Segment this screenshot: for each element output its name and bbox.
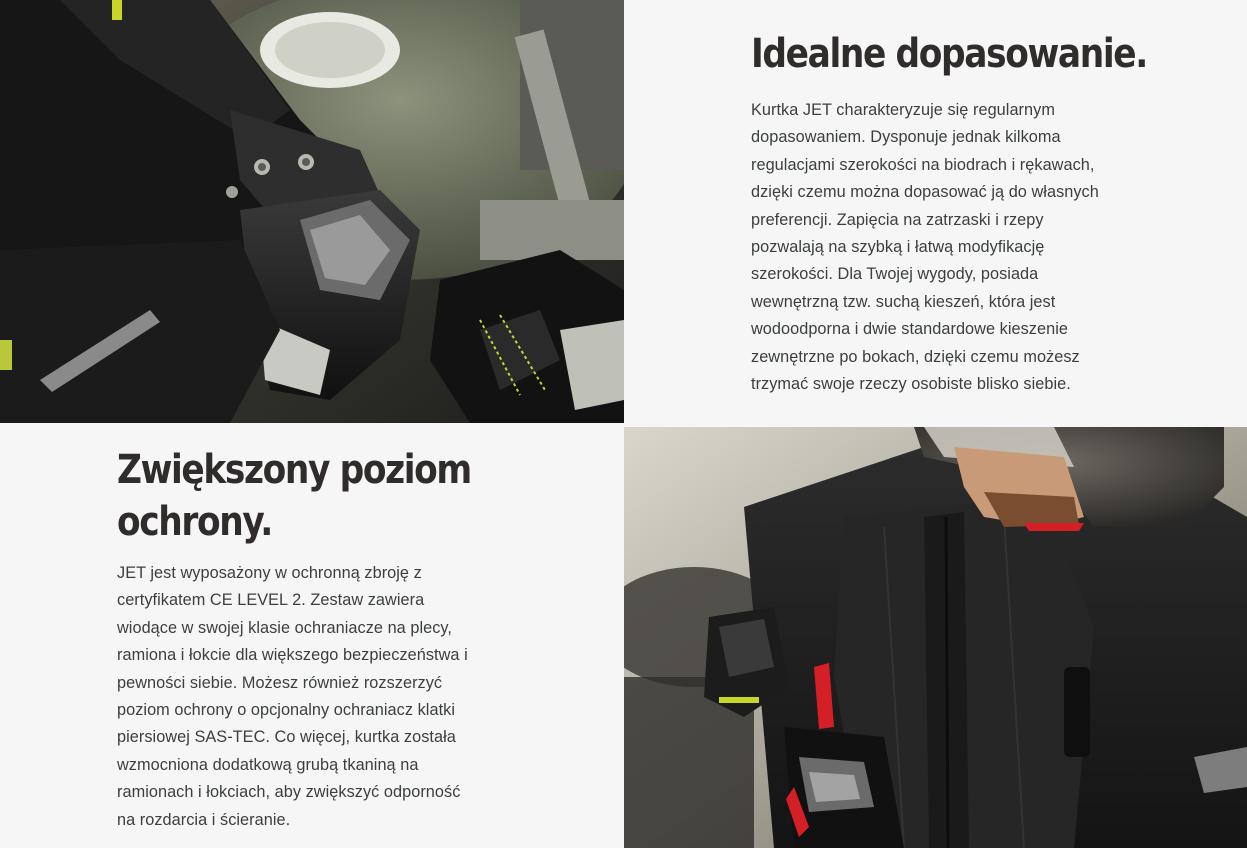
- text-line: wodoodporna i dwie standardowe kieszenie: [751, 320, 1068, 339]
- text-line: poziom ochrony o opcjonalny ochraniacz klatki: [117, 701, 456, 720]
- text-line: wewnętrzną tzw. suchą kieszeń, która jest: [751, 292, 1056, 311]
- text-line: piersiowej SAS-TEC. Co więcej, kurtka została: [117, 728, 456, 747]
- text-line: ramionach i łokciach, aby zwiększyć odporność: [117, 783, 461, 802]
- heading-line: Zwiększony poziom: [117, 447, 471, 493]
- section-protection-heading: [117, 444, 471, 548]
- text-line: preferencji. Zapięcia na zatrzaski i rzepy: [751, 210, 1044, 229]
- heading-line: ochrony.: [117, 499, 272, 545]
- rider-in-helmet-opening-jacket-photo: [624, 427, 1247, 848]
- text-line: na rozdarcia i ścieranie.: [117, 810, 291, 829]
- text-line: JET jest wyposażony w ochronną zbroję z: [117, 564, 422, 582]
- text-line: wiodące w swojej klasie ochraniacze na plecy,: [117, 618, 452, 637]
- section-fit: [751, 28, 1171, 398]
- text-line: regulacjami szerokości na biodrach i rękawach,: [751, 155, 1095, 174]
- text-line: wzmocniona dodatkową grubą tkaniną na: [117, 755, 419, 774]
- section-fit-heading: [751, 28, 1147, 80]
- text-line: certyfikatem CE LEVEL 2. Zestaw zawiera: [117, 591, 425, 610]
- text-line: Kurtka JET charakteryzuje się regularnym: [751, 101, 1055, 119]
- text-line: pozwalają na szybką i łatwą modyfikację: [751, 238, 1045, 257]
- section-protection: [117, 444, 517, 834]
- heading-line: Idealne dopasowanie.: [751, 31, 1147, 77]
- text-line: szerokości. Dla Twojej wygody, posiada: [751, 265, 1039, 284]
- text-line: dopasowaniem. Dysponuje jednak kilkoma: [751, 128, 1061, 147]
- section-protection-description: [117, 560, 517, 834]
- text-line: trzymać swoje rzeczy osobiste blisko siebie.: [751, 375, 1071, 394]
- section-fit-description: [751, 97, 1171, 398]
- text-line: ramiona i łokcie dla większego bezpieczeństwa i: [117, 646, 468, 665]
- text-line: dzięki czemu można dopasować ją do własnych: [751, 183, 1099, 202]
- text-line: zewnętrzne po bokach, dzięki czemu możesz: [751, 347, 1080, 366]
- gloved-hands-adjusting-jacket-sleeve-photo: [0, 0, 624, 423]
- text-line: pewności siebie. Możesz również rozszerzyć: [117, 673, 443, 692]
